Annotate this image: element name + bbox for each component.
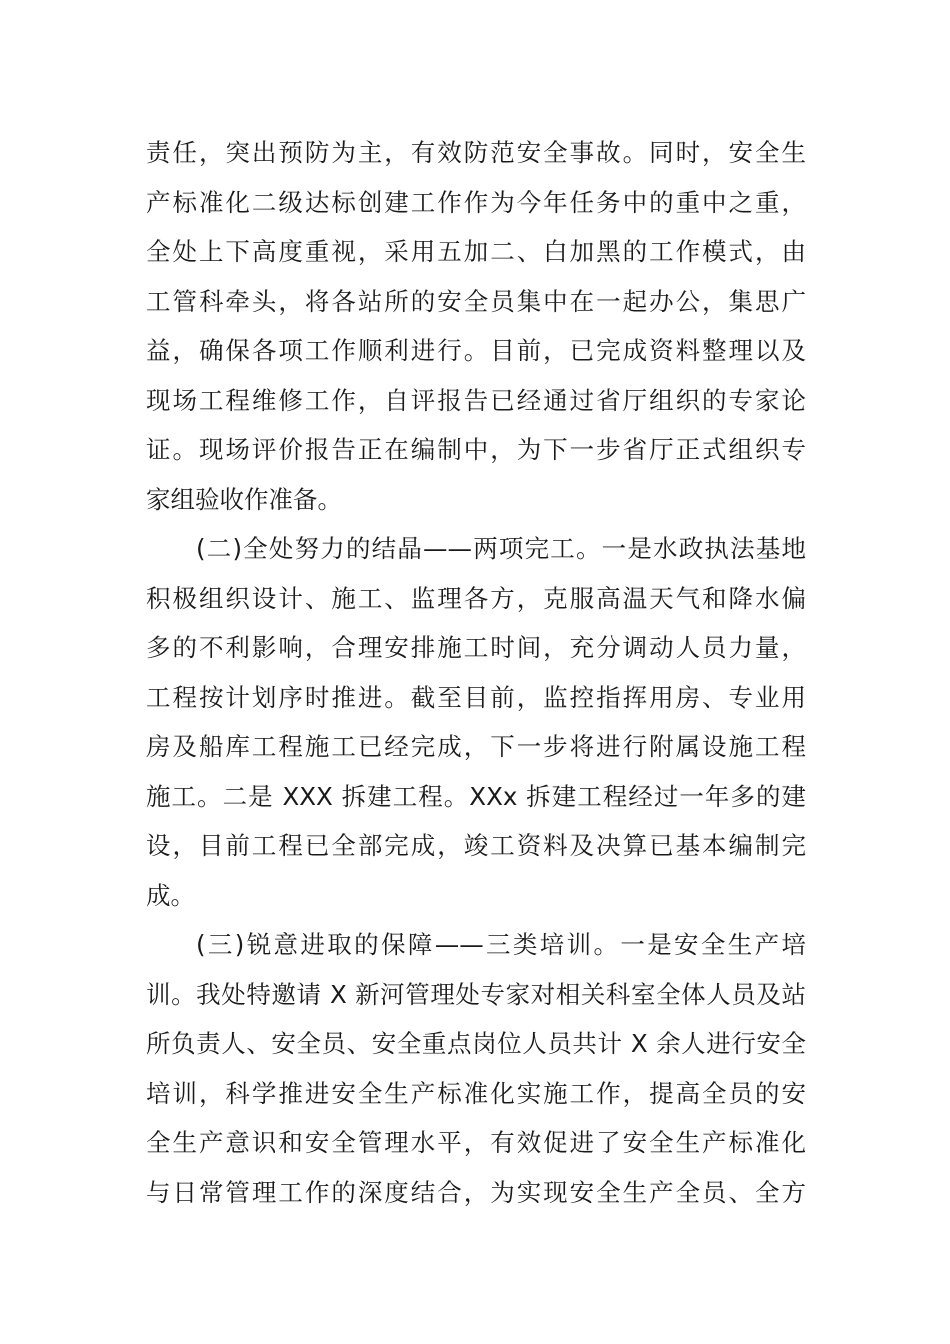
text-line: 设，目前工程已全部完成，竣工资料及决算已基本编制完 [146,831,806,860]
text-line: 训。我处特邀请 X 新河管理处专家对相关科室全体人员及站 [146,979,806,1009]
text-line: 产标准化二级达标创建工作作为今年任务中的重中之重， [146,187,806,217]
text-line: 家组验收作准备。 [146,484,342,514]
text-line: 多的不利影响，合理安排施工时间，充分调动人员力量， [146,633,806,662]
text-line: 证。现场评价报告正在编制中，为下一步省厅正式组织专 [146,435,806,464]
text-line: 与日常管理工作的深度结合，为实现安全生产全员、全方 [146,1177,806,1207]
document-body [146,128,806,1217]
text-line: 房及船库工程施工已经完成，下一步将进行附属设施工程 [146,732,806,761]
text-line: (三)锐意进取的保障——三类培训。一是安全生产培 [196,930,806,959]
text-line: 积极组织设计、施工、监理各方，克服高温天气和降水偏 [146,583,806,613]
text-line: 全处上下高度重视，采用五加二、白加黑的工作模式，由 [146,237,806,266]
paragraph-2 [146,524,806,920]
text-line: 培训，科学推进安全生产标准化实施工作，提高全员的安 [146,1078,806,1108]
text-line: 全生产意识和安全管理水平，有效促进了安全生产标准化 [146,1128,806,1157]
text-line: 工程按计划序时推进。截至目前，监控指挥用房、专业用 [146,682,806,712]
text-line: 所负责人、安全员、安全重点岗位人员共计 X 余人进行安全 [146,1029,806,1058]
paragraph-3 [146,920,806,1217]
text-line: 现场工程维修工作，自评报告已经通过省厅组织的专家论 [146,385,806,415]
text-line: (二)全处努力的结晶——两项完工。一是水政执法基地 [196,534,806,563]
text-line: 施工。二是 XXX 拆建工程。XXx 拆建工程经过一年多的建 [146,781,806,811]
text-line: 工管科牵头，将各站所的安全员集中在一起办公，集思广 [146,286,806,316]
text-line: 责任，突出预防为主，有效防范安全事故。同时，安全生 [146,138,806,167]
paragraph-1 [146,128,806,524]
text-line: 成。 [146,880,195,910]
text-line: 益，确保各项工作顺利进行。目前，已完成资料整理以及 [146,336,806,365]
